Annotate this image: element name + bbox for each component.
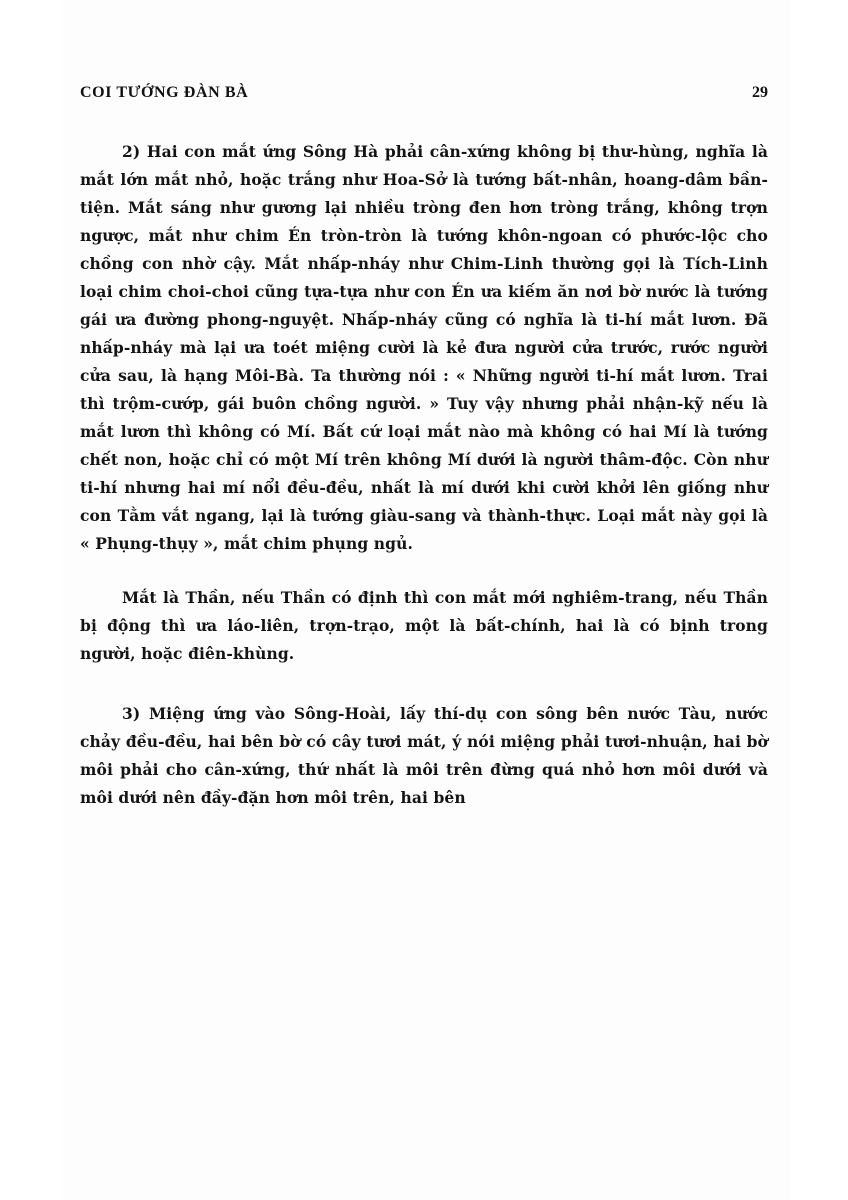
- paragraph-eyes-section-2: 2) Hai con mắt ứng Sông Hà phải cân-xứng không bị thư-hùng, nghĩa là mắt lớn mắt nhỏ, hoặc trắng như Hoa-Sở là tướng bất-nhân, hoang-dâm bần-tiện. Mắt sáng như gương lại nhiều tròng đen hơn tròng trắng, không trợn ngược, mắt như chim Én tròn-tròn là tướng khôn-ngoan có phước-lộc cho chồng con nhờ cậy. Mắt nhấp-nháy như Chim-Linh thường gọi là Tích-Linh loại chim choi-choi cũng tựa-tựa như con Én ưa kiếm ăn nơi bờ nước là tướng gái ưa đường phong-nguyệt. Nhấp-nháy cũng có nghĩa là ti-hí mắt lươn. Đã nhấp-nháy mà lại ưa toét miệng cười là kẻ đưa người cửa trước, rước người cửa sau, là hạng Môi-Bà. Ta thường nói : « Những người ti-hí mắt lươn. Trai thì trộm-cướp, gái buôn chồng người. » Tuy vậy nhưng phải nhận-kỹ nếu là mắt lươn thì không có Mí. Bất cứ loại mắt nào mà không có hai Mí là tướng chết non, hoặc chỉ có một Mí trên không Mí dưới là người thâm-độc. Còn như ti-hí nhưng hai mí nổi đều-đều, nhất là mí dưới khi cười khởi lên giống như con Tằm vắt ngang, lại là tướng giàu-sang và thành-thực. Loại mắt này gọi là « Phụng-thụy », mắt chim phụng ngủ.: [80, 142, 768, 553]
- running-title: COI TƯỚNG ĐÀN BÀ: [80, 84, 249, 101]
- paragraph-eyes-spirit: Mắt là Thần, nếu Thần có định thì con mắt mới nghiêm-trang, nếu Thần bị động thì ưa láo-liên, trợn-trạo, một là bất-chính, hai là có bịnh trong người, hoặc điên-khùng.: [80, 588, 768, 663]
- page-number: 29: [752, 84, 768, 101]
- body-text: [80, 138, 768, 812]
- page-header: [80, 84, 768, 108]
- paragraph-mouth-section-3: 3) Miệng ứng vào Sông-Hoài, lấy thí-dụ con sông bên nước Tàu, nước chảy đều-đều, hai bên bờ có cây tươi mát, ý nói miệng phải tươi-nhuận, hai bờ môi phải cho cân-xứng, thứ nhất là môi trên đừng quá nhỏ hơn môi dưới và môi dưới nên đầy-đặn hơn môi trên, hai bên: [80, 704, 768, 807]
